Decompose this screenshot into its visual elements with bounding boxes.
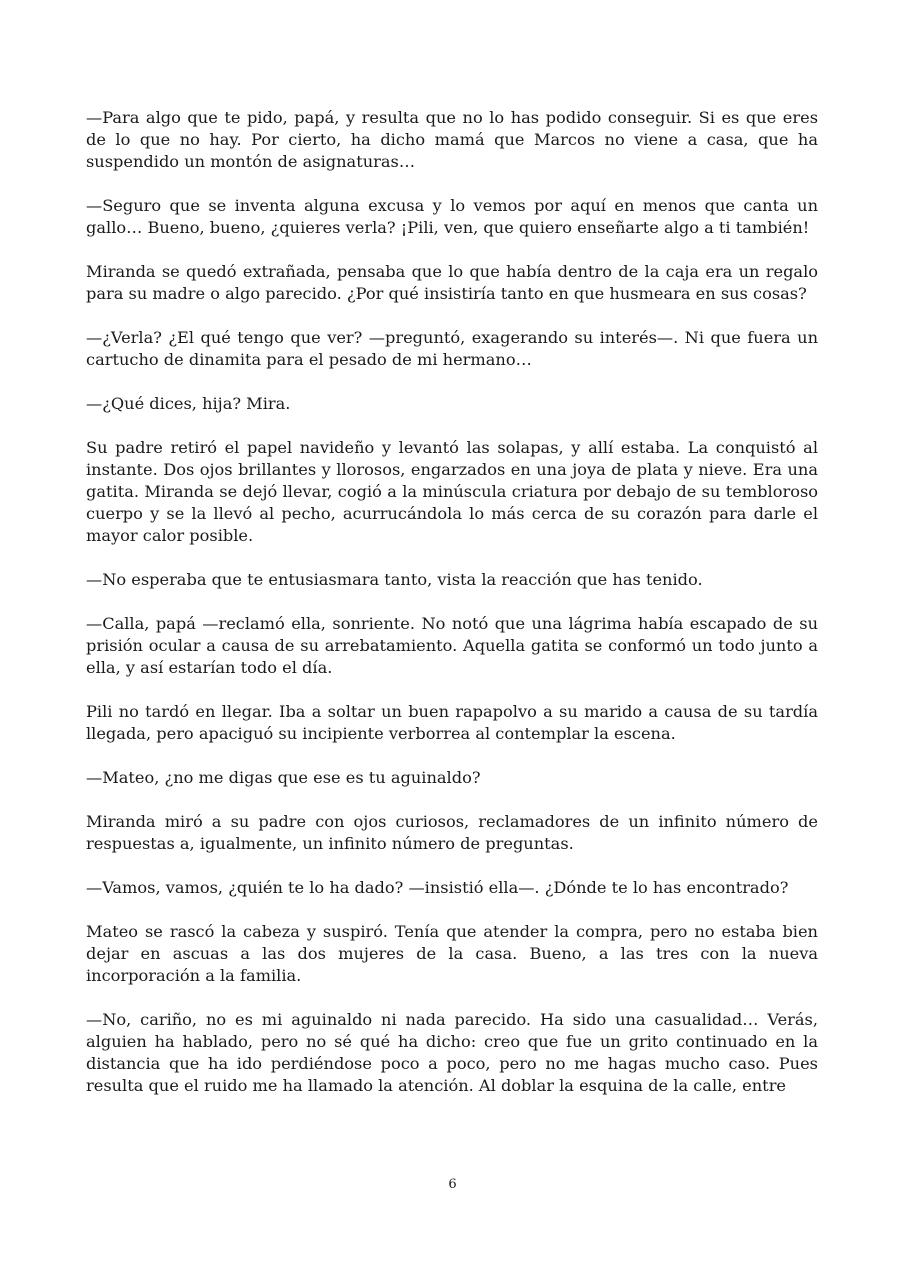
paragraph-2: —Seguro que se inventa alguna excusa y lo vemos por aquí en menos que canta un gallo… Bueno, bueno, ¿quieres verla? ¡Pili, ven, que quiero enseñarte algo a ti también! bbox=[86, 196, 818, 237]
paragraph-6: Su padre retiró el papel navideño y levantó las solapas, y allí estaba. La conquistó al instante. Dos ojos brillantes y llorosos, engarzados en una joya de plata y nieve. Era una gatita. Miranda se dejó llevar, cogió a la minúscula criatura por debajo de su tembloroso cuerpo y se la llevó al pecho, acurrucándola lo más cerca de su corazón para darle el mayor calor posible. bbox=[86, 438, 818, 545]
paragraph-8: —Calla, papá —reclamó ella, sonriente. No notó que una lágrima había escapado de su prisión ocular a causa de su arrebatamiento. Aquella gatita se conformó un todo junto a ella, y así estarían todo el día. bbox=[86, 614, 818, 677]
paragraph-11: Miranda miró a su padre con ojos curiosos, reclamadores de un infinito número de respuestas a, igualmente, un infinito número de preguntas. bbox=[86, 812, 818, 853]
paragraph-4: —¿Verla? ¿El qué tengo que ver? —preguntó, exagerando su interés—. Ni que fuera un cartucho de dinamita para el pesado de mi hermano… bbox=[86, 328, 818, 369]
body-text bbox=[86, 107, 818, 1119]
paragraph-7: —No esperaba que te entusiasmara tanto, vista la reacción que has tenido. bbox=[86, 570, 703, 589]
paragraph-5: —¿Qué dices, hija? Mira. bbox=[86, 394, 291, 413]
paragraph-3: Miranda se quedó extrañada, pensaba que lo que había dentro de la caja era un regalo para su madre o algo parecido. ¿Por qué insistiría tanto en que husmeara en sus cosas? bbox=[86, 262, 818, 303]
paragraph-13: Mateo se rascó la cabeza y suspiró. Tenía que atender la compra, pero no estaba bien dejar en ascuas a las dos mujeres de la casa. Bueno, a las tres con la nueva incorporación a la familia. bbox=[86, 922, 818, 985]
paragraph-1: —Para algo que te pido, papá, y resulta que no lo has podido conseguir. Si es que eres de lo que no hay. Por cierto, ha dicho mamá que Marcos no viene a casa, que ha suspendido un montón de asignaturas… bbox=[86, 108, 818, 171]
paragraph-14: —No, cariño, no es mi aguinaldo ni nada parecido. Ha sido una casualidad… Verás, alguien ha hablado, pero no sé qué ha dicho: creo que fue un grito continuado en la distancia que ha ido perdiéndose poco a poco, pero no me hagas mucho caso. Pues resulta que el ruido me ha llamado la atención. Al doblar la esquina de la calle, entre bbox=[86, 1010, 818, 1095]
paragraph-10: —Mateo, ¿no me digas que ese es tu aguinaldo? bbox=[86, 768, 481, 787]
paragraph-12: —Vamos, vamos, ¿quién te lo ha dado? —insistió ella—. ¿Dónde te lo has encontrado? bbox=[86, 878, 789, 897]
paragraph-9: Pili no tardó en llegar. Iba a soltar un buen rapapolvo a su marido a causa de su tardía llegada, pero apaciguó su incipiente verborrea al contemplar la escena. bbox=[86, 702, 818, 743]
page-number: 6 bbox=[448, 1177, 457, 1192]
